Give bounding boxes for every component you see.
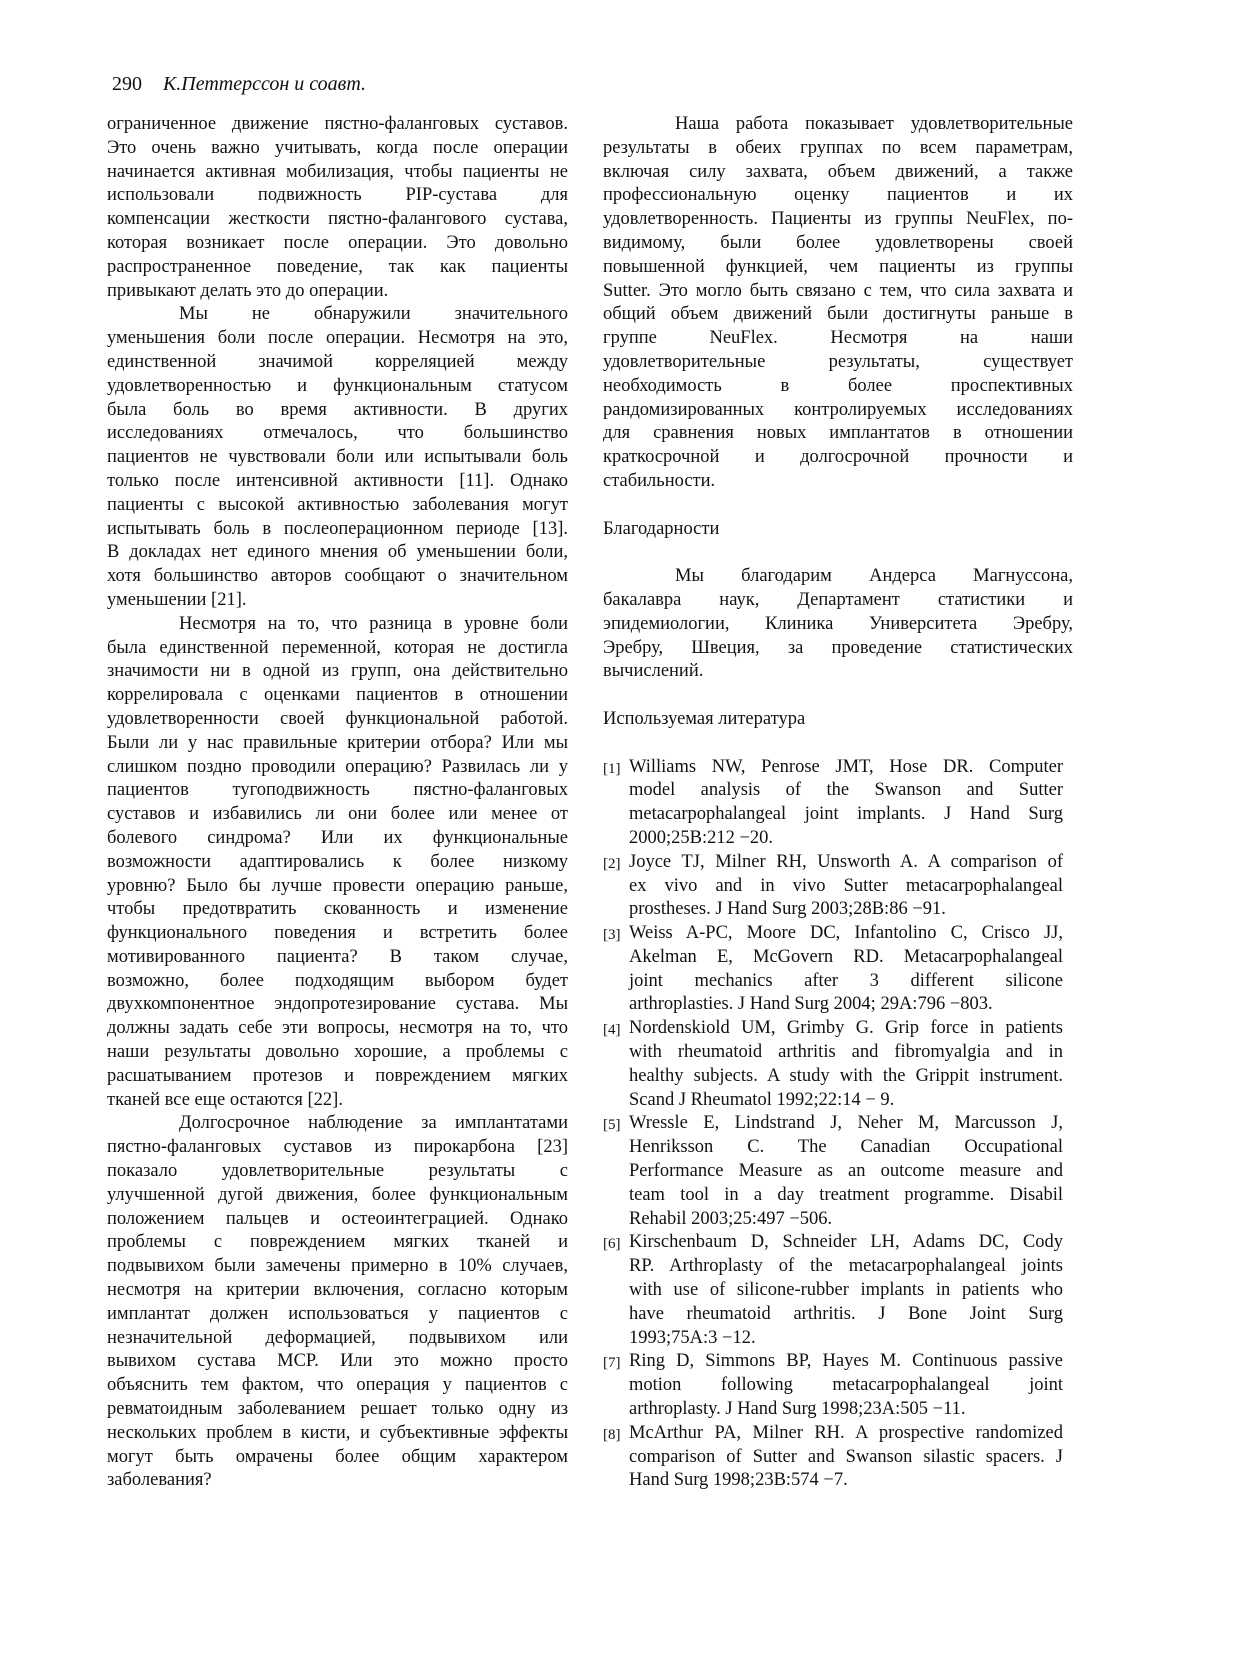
text-line: заболевания? xyxy=(107,1470,212,1491)
running-header-authors: К.Петтерссон и соавт. xyxy=(163,73,367,95)
text-line: несмотря на критерии включения, согласно которым xyxy=(107,1280,568,1301)
text-line: удовлетворительные результаты, существует xyxy=(603,351,1073,372)
text-line: значимости ни в одной из групп, она действительно xyxy=(107,661,568,682)
text-line: для сравнения новых имплантатов в отношении xyxy=(603,423,1073,444)
text-line: Kirschenbaum D, Schneider LH, Adams DC, Cody xyxy=(629,1232,1063,1253)
text-line: испытывать боль в послеоперационном периоде [13]. xyxy=(107,518,568,539)
text-line: пациенты с высокой активностью заболевания могут xyxy=(107,494,568,515)
text-line: чтобы предотвратить скованность и изменение xyxy=(107,899,568,920)
text-line: коррелировала с оценками пациентов в отношении xyxy=(107,685,568,706)
text-line: ex vivo and in vivo Sutter metacarpophalangeal xyxy=(629,875,1063,896)
reference-number: [6] xyxy=(603,1236,621,1253)
reference-number: [4] xyxy=(603,1022,621,1039)
text-line: повышенной функцией, чем пациенты из группы xyxy=(603,256,1073,277)
text-line: motion following metacarpophalangeal joint xyxy=(629,1375,1063,1396)
paragraph xyxy=(603,113,1073,494)
text-line: привыкают делать это до операции. xyxy=(107,280,389,301)
text-line: результаты в обеих группах по всем параметрам, xyxy=(603,137,1073,158)
text-line: with use of silicone-rubber implants in patients who xyxy=(629,1280,1063,1301)
text-line: которая возникает после операции. Это довольно xyxy=(107,232,568,253)
reference-text xyxy=(629,1017,1063,1112)
text-line: 2000;25B:212 −20. xyxy=(629,827,774,848)
text-line: Performance Measure as an outcome measure and xyxy=(629,1161,1063,1182)
paragraph xyxy=(107,1112,568,1493)
text-line: включая силу захвата, объем движений, а также xyxy=(603,161,1073,182)
paragraph xyxy=(107,303,568,612)
text-line: тканей все еще остаются [22]. xyxy=(107,1089,343,1110)
text-line: уровню? Было бы лучше провести операцию раньше, xyxy=(107,875,568,896)
text-line: видимому, были более удовлетворены своей xyxy=(603,232,1073,253)
reference-text xyxy=(629,1231,1063,1350)
reference-number: [8] xyxy=(603,1426,621,1443)
text-line: исследованиях отмечалось, что большинство xyxy=(107,423,568,444)
text-line: Долгосрочное наблюдение за имплантатами xyxy=(179,1113,568,1134)
text-line: joint mechanics after 3 different silicone xyxy=(629,970,1063,991)
text-line: team tool in a day treatment programme. Disabil xyxy=(629,1184,1063,1205)
text-line: бакалавра наук, Департамент статистики и xyxy=(603,589,1073,610)
reference-text xyxy=(629,1422,1063,1493)
text-line: объяснить тем фактом, что операция у пациентов с xyxy=(107,1375,568,1396)
text-line: model analysis of the Swanson and Sutter xyxy=(629,780,1063,801)
text-line: Мы благодарим Андерса Магнуссона, xyxy=(675,566,1073,587)
text-line: уменьшения боли после операции. Несмотря на это, xyxy=(107,328,568,349)
text-line: пястно-фаланговых суставов из пирокарбона [23] xyxy=(107,1137,568,1158)
text-line: была единственной переменной, которая не достигла xyxy=(107,637,568,658)
text-line: RP. Arthroplasty of the metacarpophalangeal joints xyxy=(629,1256,1063,1277)
reference-number: [7] xyxy=(603,1355,621,1372)
text-line: 1993;75A:3 −12. xyxy=(629,1327,756,1348)
text-line: Henriksson C. The Canadian Occupational xyxy=(629,1137,1063,1158)
paragraph xyxy=(107,613,568,1113)
text-line: расшатыванием протезов и повреждением мягких xyxy=(107,1065,568,1086)
text-line: Scand J Rheumatol 1992;22:14 − 9. xyxy=(629,1089,895,1110)
text-line: наши результаты довольно хорошие, а проблемы с xyxy=(107,1042,568,1063)
reference-list xyxy=(603,756,1073,1494)
text-line: незначительной деформацией, подвывихом или xyxy=(107,1327,568,1348)
reference-item xyxy=(603,1112,1063,1231)
text-line: слишком поздно проводили операцию? Развилась ли у xyxy=(107,756,568,777)
text-line: болевого синдрома? Или их функциональные xyxy=(107,827,568,848)
reference-item xyxy=(603,1350,1063,1421)
text-line: необходимость в более проспективных xyxy=(603,375,1073,396)
text-line: возможности адаптировались к более низкому xyxy=(107,851,568,872)
text-line: должны задать себе эти вопросы, несмотря на то, что xyxy=(107,1018,568,1039)
text-line: Rehabil 2003;25:497 −506. xyxy=(629,1208,833,1229)
text-line: общий объем движений были достигнуты раньше в xyxy=(603,304,1073,325)
right-column xyxy=(603,113,1073,1493)
text-line: пациентов тугоподвижность пястно-фаланговых xyxy=(107,780,568,801)
text-line: могут быть омрачены более общим характером xyxy=(107,1446,568,1467)
reference-text xyxy=(629,756,1063,851)
text-line: возможно, более подходящим выбором будет xyxy=(107,970,568,991)
text-line: положением пальцев и остеоинтеграцией. Однако xyxy=(107,1208,568,1229)
text-line: удовлетворенность. Пациенты из группы NeuFlex, по- xyxy=(603,209,1073,230)
reference-text xyxy=(629,1350,1063,1421)
text-line: вычислений. xyxy=(603,661,704,682)
text-line: только после интенсивной активности [11]. Однако xyxy=(107,470,568,491)
text-line: улучшенной дугой движения, более функциональным xyxy=(107,1184,568,1205)
reference-item xyxy=(603,1231,1063,1350)
references-heading: Используемая литература xyxy=(603,708,806,729)
text-line: показало удовлетворительные результаты с xyxy=(107,1161,568,1182)
text-line: распространенное поведение, так как пациенты xyxy=(107,256,568,277)
running-header xyxy=(112,73,366,96)
text-line: comparison of Sutter and Swanson silastic spacers. J xyxy=(629,1446,1063,1467)
text-line: суставов и избавились ли они более или менее от xyxy=(107,804,568,825)
acknowledgements-heading: Благодарности xyxy=(603,518,720,539)
paragraph xyxy=(603,565,1073,684)
text-line: Эребру, Швеция, за проведение статистических xyxy=(603,637,1073,658)
text-line: Wressle E, Lindstrand J, Neher M, Marcusson J, xyxy=(629,1113,1063,1134)
text-line: компенсации жесткости пястно-фалангового сустава, xyxy=(107,209,568,230)
left-column xyxy=(107,113,568,1493)
text-line: единственной значимой корреляцией между xyxy=(107,351,568,372)
text-line: проблемы с повреждением мягких тканей и xyxy=(107,1232,568,1253)
text-line: функционального поведения и встретить более xyxy=(107,923,568,944)
reference-number: [1] xyxy=(603,760,621,777)
text-line: удовлетворенностью и функциональным статусом xyxy=(107,375,568,396)
text-line: Joyce TJ, Milner RH, Unsworth A. A comparison of xyxy=(629,851,1063,872)
reference-item xyxy=(603,1422,1063,1493)
text-line: имплантат должен использоваться у пациентов с xyxy=(107,1303,568,1324)
text-line: рандомизированных контролируемых исследованиях xyxy=(603,399,1073,420)
text-line: Williams NW, Penrose JMT, Hose DR. Computer xyxy=(629,756,1063,777)
text-line: В докладах нет единого мнения об уменьшении боли, xyxy=(107,542,568,563)
text-line: Были ли у нас правильные критерии отбора? Или мы xyxy=(107,732,568,753)
reference-item xyxy=(603,922,1063,1017)
reference-text xyxy=(629,851,1063,922)
reference-number: [5] xyxy=(603,1117,621,1134)
text-line: пациентов не чувствовали боли или испытывали боль xyxy=(107,447,568,468)
reference-item xyxy=(603,851,1063,922)
text-line: McArthur PA, Milner RH. A prospective randomized xyxy=(629,1422,1063,1443)
text-line: начинается активная мобилизация, чтобы пациенты не xyxy=(107,161,568,182)
text-line: have rheumatoid arthritis. J Bone Joint Surg xyxy=(629,1303,1063,1324)
text-line: metacarpophalangeal joint implants. J Hand Surg xyxy=(629,804,1063,825)
text-line: Несмотря на то, что разница в уровне боли xyxy=(179,613,568,634)
text-line: нескольких проблем в кисти, и субъективные эффекты xyxy=(107,1422,568,1443)
text-line: мотивированного пациента? В таком случае, xyxy=(107,946,568,967)
reference-text xyxy=(629,1112,1063,1231)
text-line: arthroplasties. J Hand Surg 2004; 29A:796 −803. xyxy=(629,994,993,1015)
text-line: arthroplasty. J Hand Surg 1998;23A:505 −11. xyxy=(629,1399,966,1420)
text-line: была боль во время активности. В других xyxy=(107,399,568,420)
text-line: prostheses. J Hand Surg 2003;28B:86 −91. xyxy=(629,899,946,920)
text-line: Hand Surg 1998;23B:574 −7. xyxy=(629,1470,848,1491)
acknowledgements-paragraph xyxy=(603,565,1073,684)
text-line: двухкомпонентное эндопротезирование сустава. Мы xyxy=(107,994,568,1015)
text-line: уменьшении [21]. xyxy=(107,589,247,610)
conclusion-paragraph xyxy=(603,113,1073,494)
reference-item xyxy=(603,1017,1063,1112)
text-line: вывихом сустава MCP. Или это можно просто xyxy=(107,1351,568,1372)
text-line: Мы не обнаружили значительного xyxy=(179,304,568,325)
text-line: эпидемиологии, Клиника Университета Эребру, xyxy=(603,613,1073,634)
text-line: Это очень важно учитывать, когда после операции xyxy=(107,137,568,158)
text-line: профессиональную оценку пациентов и их xyxy=(603,185,1073,206)
reference-number: [2] xyxy=(603,855,621,872)
text-line: Sutter. Это могло быть связано с тем, что сила захвата и xyxy=(603,280,1073,301)
text-line: ограниченное движение пястно-фаланговых суставов. xyxy=(107,114,568,134)
text-line: ревматоидным заболеванием решает только одну из xyxy=(107,1399,568,1420)
text-line: использовали подвижность PIP-сустава для xyxy=(107,185,568,206)
text-line: healthy subjects. A study with the Grippit instrument. xyxy=(629,1065,1063,1086)
text-line: стабильности. xyxy=(603,470,716,491)
reference-text xyxy=(629,922,1063,1017)
text-line: группе NeuFlex. Несмотря на наши xyxy=(603,328,1073,349)
text-line: краткосрочной и долгосрочной прочности и xyxy=(603,447,1073,468)
paragraph xyxy=(107,113,568,303)
text-line: Ring D, Simmons BP, Hayes M. Continuous passive xyxy=(629,1351,1063,1372)
text-line: подвывихом были замечены примерно в 10% случаев, xyxy=(107,1256,568,1277)
text-line: удовлетворенности своей функциональной работой. xyxy=(107,708,568,729)
text-line: хотя большинство авторов сообщают о значительном xyxy=(107,566,568,587)
reference-number: [3] xyxy=(603,927,621,944)
text-line: Nordenskiold UM, Grimby G. Grip force in patients xyxy=(629,1018,1063,1039)
reference-item xyxy=(603,756,1063,851)
text-line: Наша работа показывает удовлетворительные xyxy=(675,114,1073,134)
text-line: Akelman E, McGovern RD. Metacarpophalangeal xyxy=(629,946,1063,967)
text-line: Weiss A-PC, Moore DC, Infantolino C, Crisco JJ, xyxy=(629,923,1063,944)
page-number: 290 xyxy=(112,73,142,95)
text-line: with rheumatoid arthritis and fibromyalgia and in xyxy=(629,1042,1063,1063)
